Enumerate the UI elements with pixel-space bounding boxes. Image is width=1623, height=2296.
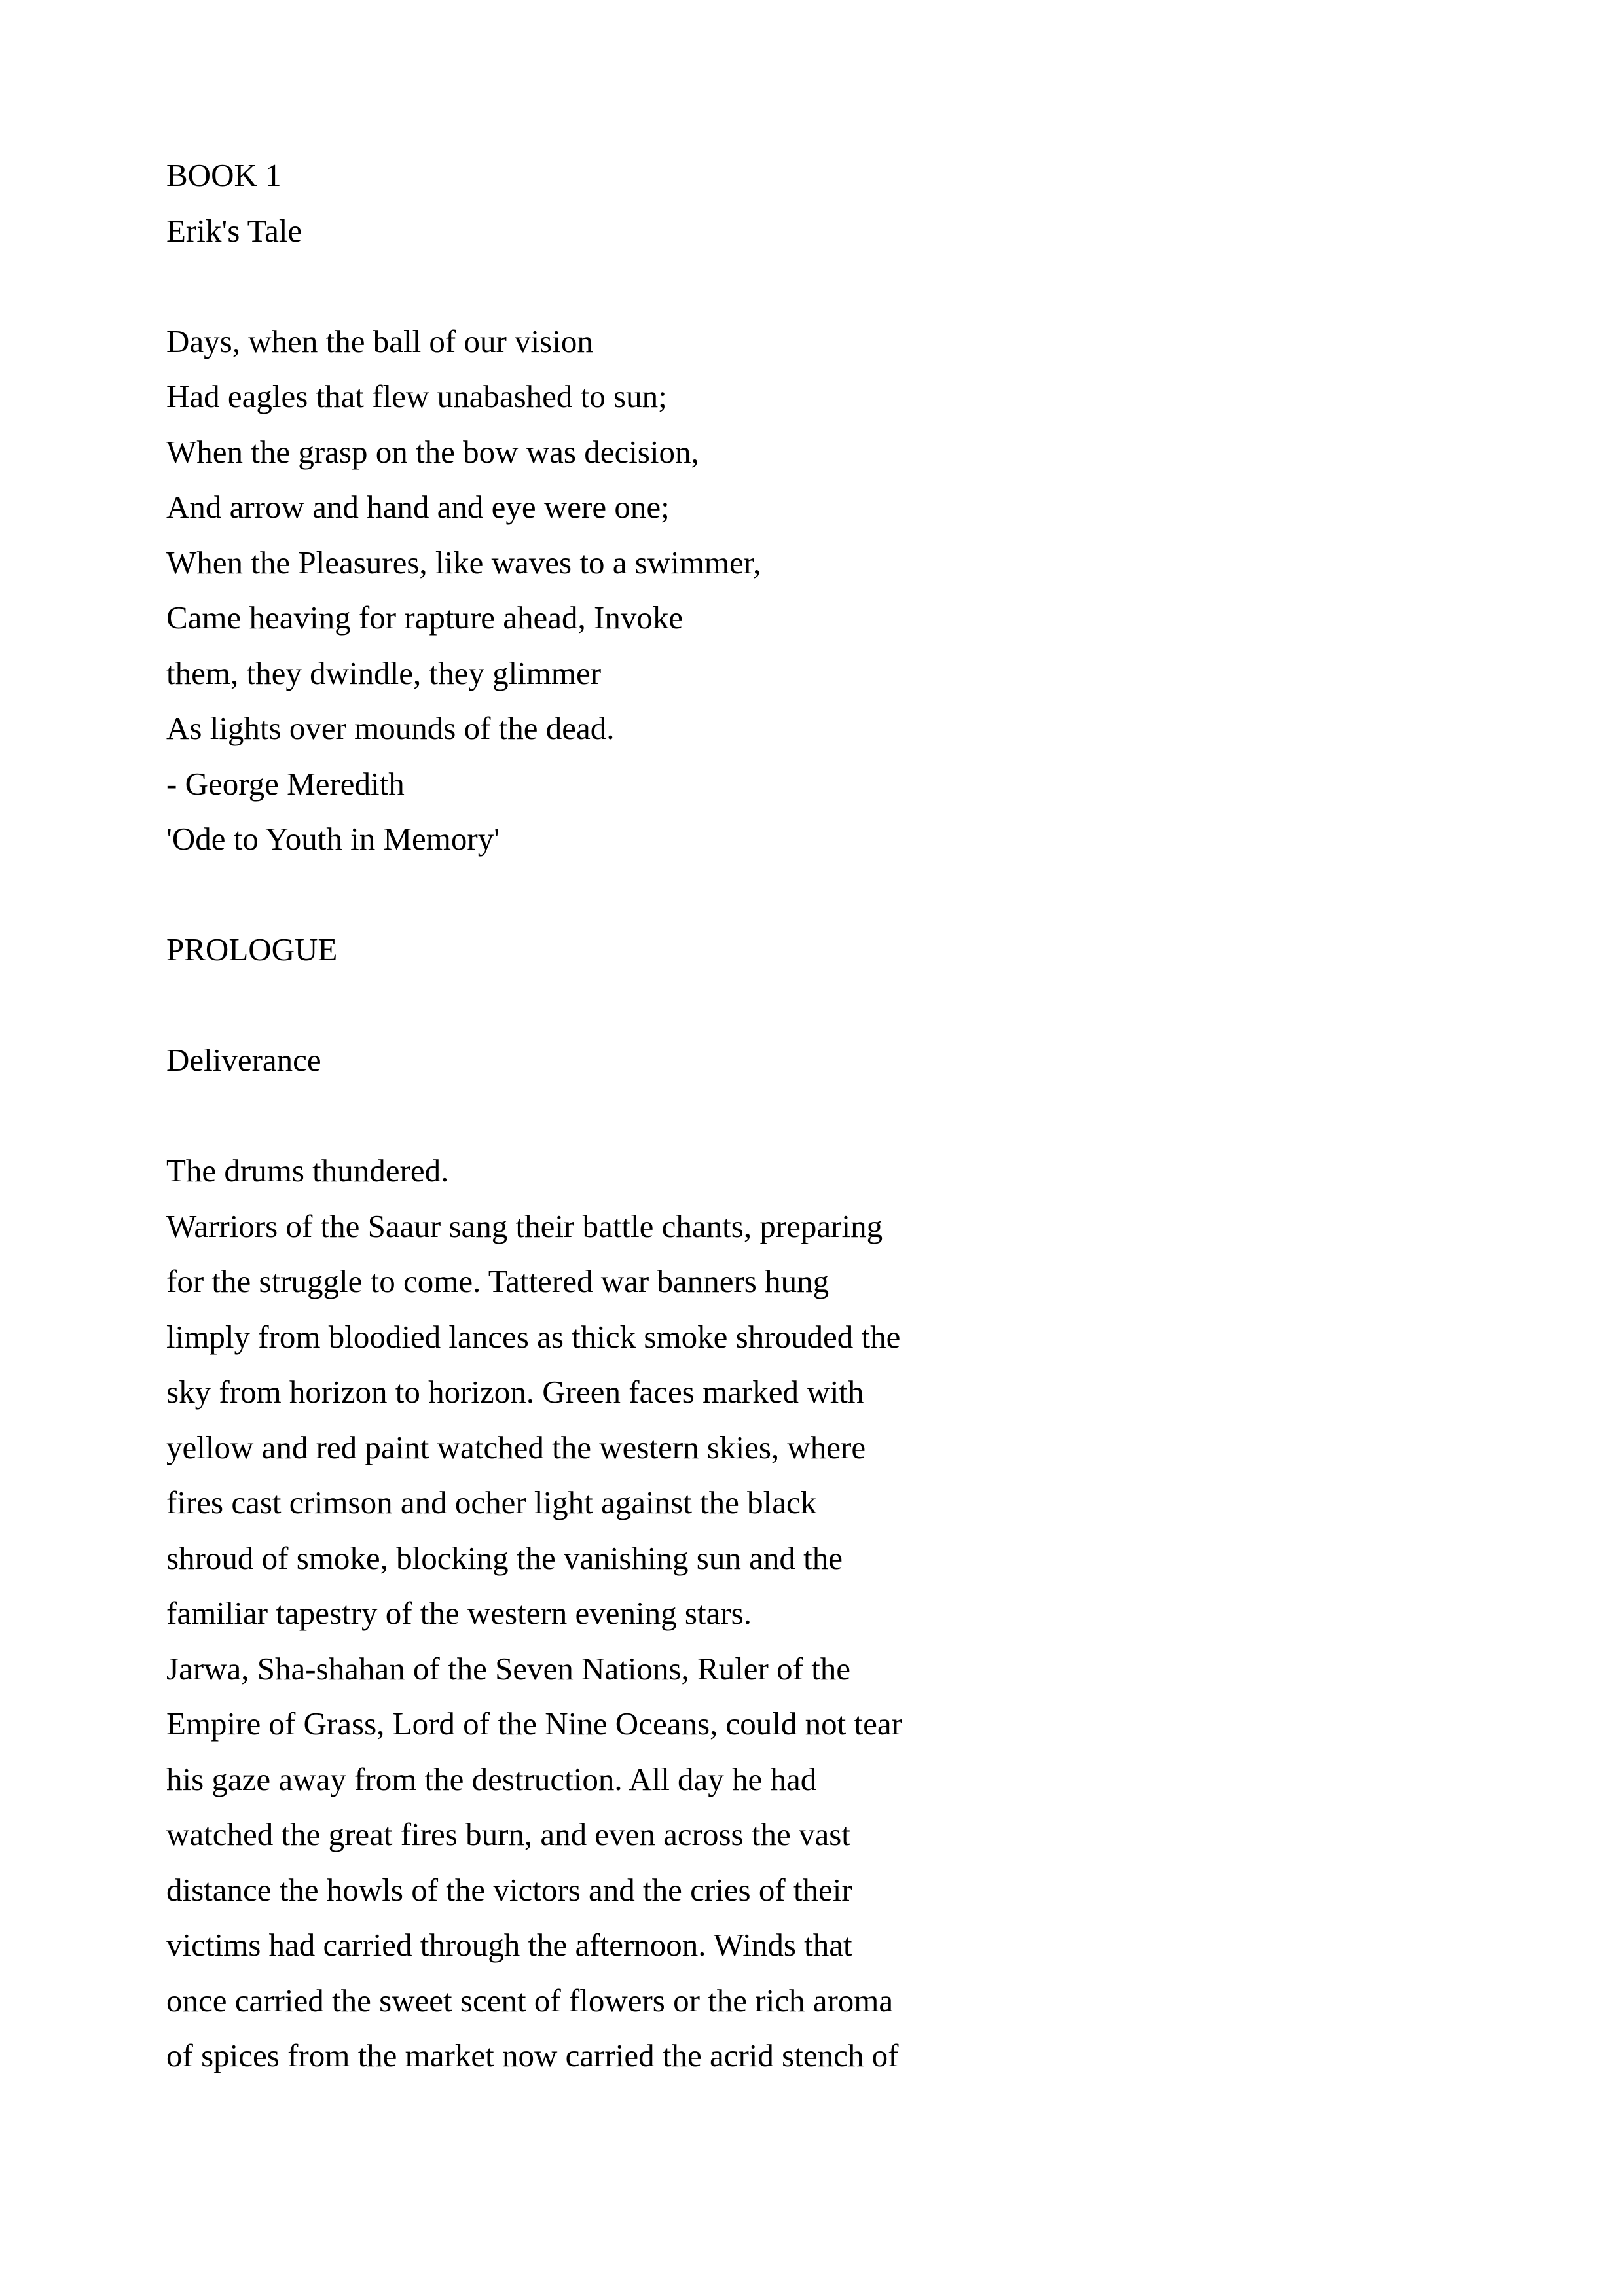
body-line: for the struggle to come. Tattered war banners hung: [166, 1263, 830, 1299]
body-line: victims had carried through the afternoon. Winds that: [166, 1927, 852, 1963]
body-line: Warriors of the Saaur sang their battle chants, preparing: [166, 1208, 883, 1244]
epigraph-line: When the Pleasures, like waves to a swimmer,: [166, 544, 761, 581]
epigraph-line: And arrow and hand and eye were one;: [166, 489, 670, 525]
epigraph-author: - George Meredith: [166, 765, 405, 802]
page-text: [166, 148, 1476, 2084]
epigraph-line: Came heaving for rapture ahead, Invoke: [166, 600, 684, 636]
book-heading: BOOK 1: [166, 157, 282, 193]
paragraph-2: [166, 1641, 1476, 2084]
spacer: [166, 978, 1476, 1033]
body-line: Jarwa, Sha-shahan of the Seven Nations, Ruler of the: [166, 1650, 851, 1687]
prologue-opening: The drums thundered.: [166, 1153, 449, 1189]
spacer: [166, 867, 1476, 923]
body-line: fires cast crimson and ocher light against the black: [166, 1484, 817, 1520]
body-line: yellow and red paint watched the western skies, where: [166, 1429, 866, 1465]
epigraph-line: them, they dwindle, they glimmer: [166, 655, 602, 691]
body-line: shroud of smoke, blocking the vanishing sun and the: [166, 1539, 843, 1576]
epigraph-line: Days, when the ball of our vision: [166, 323, 593, 359]
paragraph-1: [166, 1199, 1476, 1641]
body-line: of spices from the market now carried the acrid stench of: [166, 2037, 899, 2073]
prologue-heading: PROLOGUE: [166, 931, 338, 967]
body-line: familiar tapestry of the western evening stars.: [166, 1595, 752, 1631]
epigraph-line: As lights over mounds of the dead.: [166, 710, 615, 746]
spacer: [166, 259, 1476, 314]
epigraph: [166, 314, 1476, 867]
prologue-subtitle: Deliverance: [166, 1042, 321, 1078]
body-line: limply from bloodied lances as thick smoke shrouded the: [166, 1318, 901, 1355]
epigraph-source: 'Ode to Youth in Memory': [166, 821, 500, 857]
body-line: distance the howls of the victors and the cries of their: [166, 1871, 852, 1908]
epigraph-line: When the grasp on the bow was decision,: [166, 433, 699, 470]
body-line: sky from horizon to horizon. Green faces marked with: [166, 1374, 864, 1410]
body-line: once carried the sweet scent of flowers or the rich aroma: [166, 1982, 894, 2018]
body-line: Empire of Grass, Lord of the Nine Oceans, could not tear: [166, 1706, 902, 1742]
book-title: Erik's Tale: [166, 212, 302, 249]
body-line: his gaze away from the destruction. All day he had: [166, 1761, 817, 1797]
spacer: [166, 1088, 1476, 1144]
epigraph-line: Had eagles that flew unabashed to sun;: [166, 378, 667, 414]
body-line: watched the great fires burn, and even across the vast: [166, 1816, 850, 1852]
